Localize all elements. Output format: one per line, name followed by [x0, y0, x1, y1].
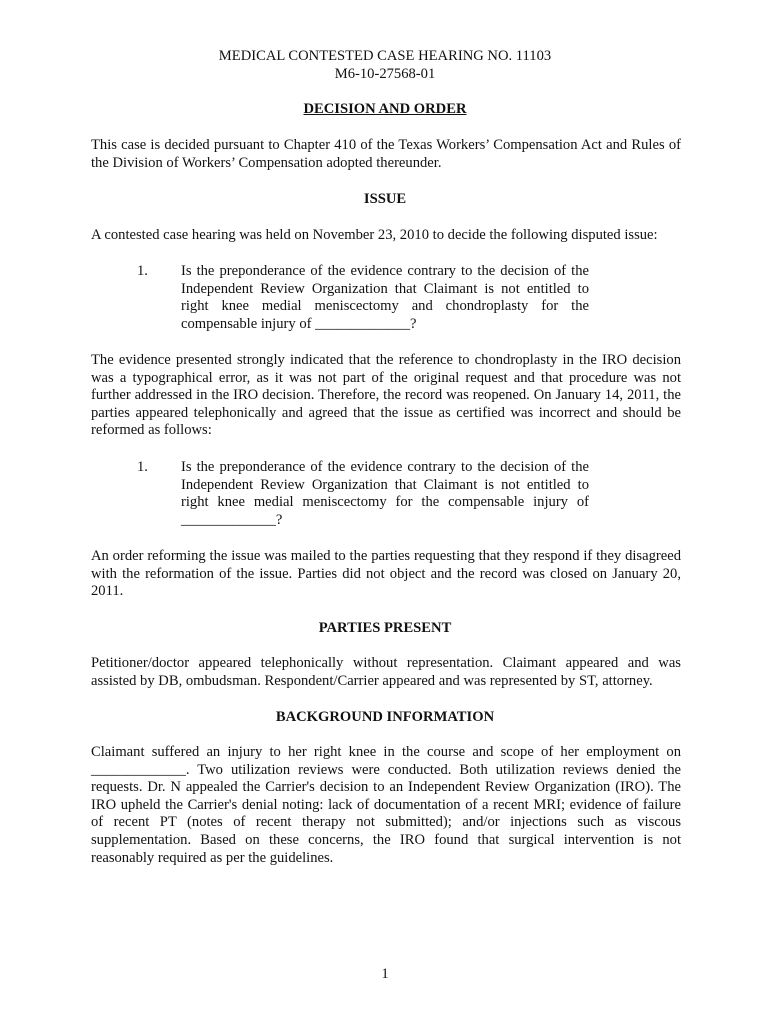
issue-item2-text: Is the preponderance of the evidence contrary to the decision of the Independent Review Organization that Claimant is not entitled to right knee medial meniscectomy for the compensable injury of _____________? — [181, 459, 589, 528]
issue-item1-number: 1. — [137, 263, 148, 279]
parties-paragraph: Petitioner/doctor appeared telephonically without representation. Claimant appeared and was assisted by DB, ombudsman. Respondent/Carrier appeared and was represented by ST, attorney. — [91, 655, 681, 689]
decision-heading-text: DECISION AND ORDER — [303, 101, 467, 117]
issue-item2-number: 1. — [137, 459, 148, 475]
parties-heading: PARTIES PRESENT — [318, 620, 452, 636]
issue-item1-text: Is the preponderance of the evidence contrary to the decision of the Independent Review Organization that Claimant is not entitled to right knee medial meniscectomy and chondroplasty for the compensable injury of _____________? — [181, 263, 589, 332]
issue-heading: ISSUE — [363, 191, 407, 207]
intro-paragraph: This case is decided pursuant to Chapter 410 of the Texas Workers’ Compensation Act and Rules of the Division of Workers’ Compensation adopted thereunder. — [91, 137, 681, 171]
background-heading: BACKGROUND INFORMATION — [275, 709, 495, 725]
evidence-paragraph: The evidence presented strongly indicated that the reference to chondroplasty in the IRO decision was a typographical error, as it was not part of the original request and that procedure was not further addressed in the IRO decision. Therefore, the record was reopened. On January 14, 2011, the parties appeared telephonically and agreed that the issue as certified was incorrect and should be reformed as follows: — [91, 352, 681, 439]
decision-heading — [0, 101, 770, 119]
case-number: M6-10-27568-01 — [334, 66, 436, 82]
case-title: MEDICAL CONTESTED CASE HEARING NO. 11103 — [218, 48, 552, 64]
background-paragraph: Claimant suffered an injury to her right knee in the course and scope of her employment on _____________. Two utilization reviews were conducted. Both utilization reviews denied the requests. Dr. N appealed the Carrier's decision to an Independent Review Organization (IRO). The IRO upheld the Carrier's denial noting: lack of documentation of a recent MRI; evidence of failure of recent PT (notes of recent therapy not submitted); and/or injections such as viscous supplementation. Based on these concerns, the IRO found that surgical intervention is not reasonably required as per the guidelines. — [91, 744, 681, 866]
issue-lead-paragraph: A contested case hearing was held on November 23, 2010 to decide the following disputed issue: — [91, 227, 658, 243]
page-number: 1 — [381, 966, 389, 982]
order-paragraph: An order reforming the issue was mailed to the parties requesting that they respond if they disagreed with the reformation of the issue. Parties did not object and the record was closed on January 20, 2011. — [91, 548, 681, 600]
